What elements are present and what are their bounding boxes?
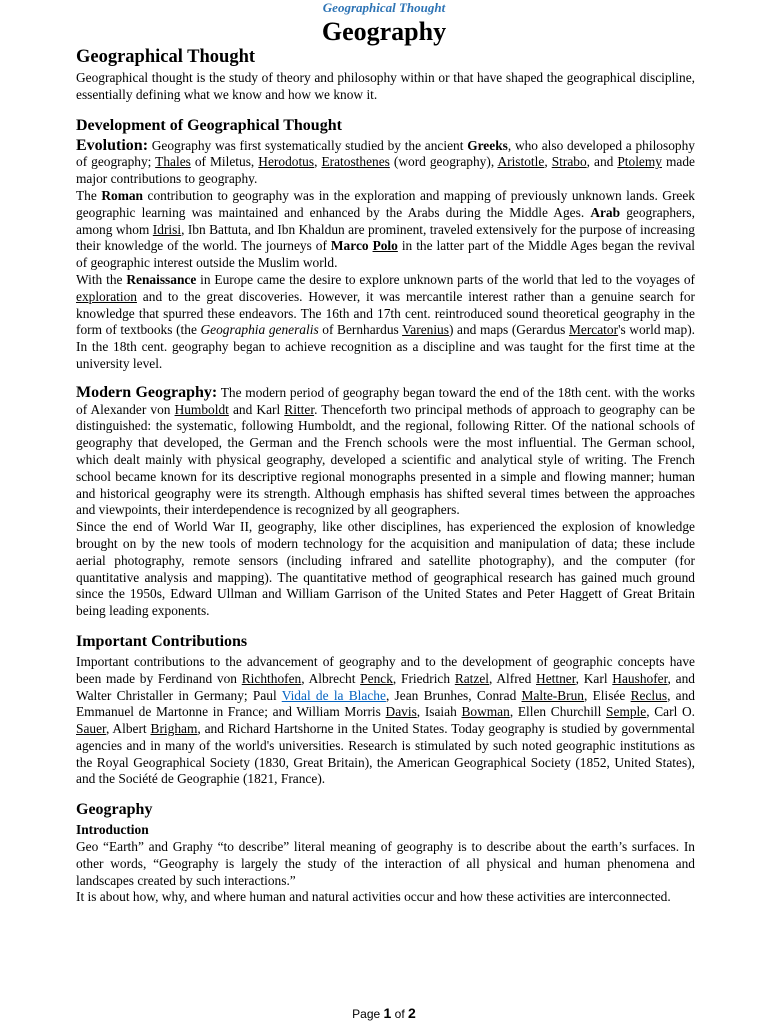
paragraph-post-war: Since the end of World War II, geography, like other disciplines, has experienced the explosion of knowledge brought on by the new tools of modern technology for the acquisition and manipulation of data; these include aerial photography, remote sensors (including infrared and satellite photography), and the computer (for quantitative analysis and mapping). The quantitative method of geographical research has gained much ground since the 1950s, Edward Ullman and William Garrison of the United States and Peter Haggett of Great Britain being leading exponents. [76, 519, 695, 619]
section-heading-development: Development of Geographical Thought [76, 116, 342, 134]
page-number: 1 [383, 1005, 392, 1021]
page-footer: Page 1 of 2 [352, 1005, 416, 1021]
link-richthofen[interactable]: Richthofen [241, 670, 302, 686]
link-bowman[interactable]: Bowman [461, 704, 510, 720]
link-humboldt[interactable]: Humboldt [174, 401, 229, 417]
link-strabo[interactable]: Strabo [551, 154, 587, 170]
paragraph-contributions: Important contributions to the advancement of geography and to the development of geographic concepts have been made by Ferdinand von Richthofen, Albrecht Penck, Friedrich Ratzel, Alfred Hettner, Karl Haushofer, and Walter Christaller in Germany; Paul Vidal de la Blache, Jean Brunhes, Conrad Malte-Brun, Elisée Reclus, and Emmanuel de Martonne in France; and William Morris Davis, Isaiah Bowman, Ellen Churchill Semple, Carl O. Sauer, Albert Brigham, and Richard Hartshorne in the United States. Today geography is studied by governmental agencies and in many of the world's universities. Research is stimulated by such noted geographic institutions as the Royal Geographical Society (1830, Great Britain), the American Geographical Society (1852, United States), and the Société de Geographie (1821, France). [76, 653, 696, 787]
link-semple[interactable]: Semple [606, 704, 647, 720]
link-aristotle[interactable]: Aristotle [497, 154, 545, 170]
section-heading-geography: Geography [76, 801, 153, 819]
evolution-label: Evolution: [76, 136, 149, 154]
document-title: Geography [321, 17, 447, 46]
running-header: Geographical Thought [322, 0, 446, 15]
link-malte-brun[interactable]: Malte-Brun [521, 687, 585, 703]
link-polo[interactable]: Polo [372, 238, 398, 254]
link-exploration[interactable]: exploration [76, 288, 137, 304]
paragraph-renaissance: With the Renaissance in Europe came the desire to explore unknown parts of the world that led to the voyages of exploration and to the great discoveries. However, it was mercantile interest rather than a genuine search for knowledge that spurred these endeavors. The 16th and 17th cent. reintroduced sound theoretical geography in the form of textbooks (the Geographia generalis of Bernhardus Varenius) and maps (Gerardus Mercator's world map). In the 18th cent. geography began to achieve recognition as a discipline and was taught for the first time at the university level. [76, 271, 695, 371]
link-mercator[interactable]: Mercator [568, 322, 619, 338]
link-ritter[interactable]: Ritter [284, 401, 315, 417]
paragraph-how-why-where: It is about how, why, and where human and natural activities occur and how these activities are interconnected. [76, 889, 671, 905]
section-heading-contributions: Important Contributions [76, 632, 248, 650]
link-penck[interactable]: Penck [360, 670, 393, 686]
link-idrisi[interactable]: Idrisi [152, 221, 182, 237]
link-ratzel[interactable]: Ratzel [454, 670, 490, 686]
paragraph-roman-arab: The Roman contribution to geography was in the exploration and mapping of previously unknown lands. Greek geographic learning was maintained and enhanced by the Arabs during the Middle Ages. Arab geographers, among whom Idrisi, Ibn Battuta, and Ibn Khaldun are prominent, traveled extensively for the purpose of increasing their knowledge of the world. The journeys of Marco Polo in the latter part of the Middle Ages began the revival of geographic interest outside the Muslim world. [76, 187, 696, 271]
paragraph-modern-geography: Modern Geography: The modern period of geography began toward the end of the 18th cent. with the works of Alexander von Humboldt and Karl Ritter. Thenceforth two principal methods of approach to geography can be distinguished: the systematic, following Humboldt, and the regional, following Ritter. Of the national schools of geography that developed, the German and the French schools were the most influential. The German school, which dealt mainly with physical geography, developed a scientific and analytical style of writing. The French school became known for its descriptive regional monographs presented in a simple and flowing manner; human and historical geography were its strength. Although emphasis has shifted several times between the approaches and viewpoints, their interdependence is recognized by all geographers. [76, 383, 696, 518]
link-hettner[interactable]: Hettner [536, 670, 576, 686]
modern-geography-label: Modern Geography: [76, 383, 218, 401]
link-sauer[interactable]: Sauer [76, 721, 106, 737]
subheading-introduction: Introduction [76, 822, 149, 838]
link-herodotus[interactable]: Herodotus [258, 154, 315, 170]
link-brigham[interactable]: Brigham [150, 721, 198, 737]
paragraph-introduction: Geo “Earth” and Graphy “to describe” literal meaning of geography is to describe about the earth’s surfaces. In other words, “Geography is largely the study of the interaction of all physical and human phenomena and landscapes created by such interactions.” [76, 839, 695, 888]
link-reclus[interactable]: Reclus [630, 687, 668, 703]
link-varenius[interactable]: Varenius [402, 322, 449, 338]
link-davis[interactable]: Davis [385, 704, 417, 720]
section-heading-geographical-thought: Geographical Thought [76, 47, 256, 67]
paragraph-definition: Geographical thought is the study of theory and philosophy within or that have shaped the geographical discipline, essentially defining what we know and how we know it. [76, 70, 695, 102]
link-haushofer[interactable]: Haushofer [612, 670, 668, 686]
paragraph-evolution: Evolution: Geography was first systematically studied by the ancient Greeks, who also developed a philosophy of geography; Thales of Miletus, Herodotus, Eratosthenes (word geography), Aristotle, Strabo, and Ptolemy made major contributions to geography. [76, 136, 695, 187]
document-body [76, 46, 695, 906]
link-thales[interactable]: Thales [155, 154, 191, 170]
link-vidal-de-la-blache[interactable]: Vidal de la Blache [281, 687, 386, 703]
page-total: 2 [408, 1005, 416, 1021]
link-ptolemy[interactable]: Ptolemy [617, 154, 662, 170]
link-eratosthenes[interactable]: Eratosthenes [321, 154, 390, 170]
